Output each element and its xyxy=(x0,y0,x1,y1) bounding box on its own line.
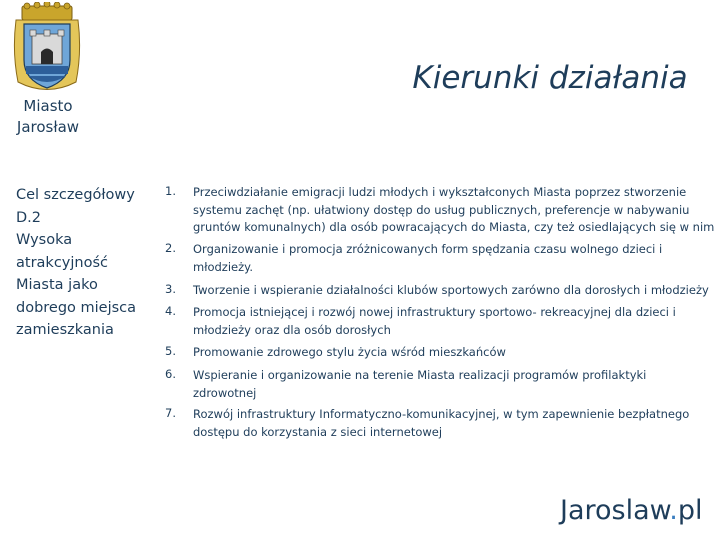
list-item-number: 1. xyxy=(165,184,176,198)
list-item-line: gruntów komunalnych) dla osób powracających do Miasta, czy też osiedlających się w nim xyxy=(193,220,715,234)
goal-line: dobrego miejsca xyxy=(16,299,137,316)
brand-tld: pl xyxy=(677,495,703,526)
list-item-line: Promowanie zdrowego stylu życia wśród mieszkańców xyxy=(193,345,506,359)
goal-line: Miasta jako xyxy=(16,277,98,293)
list-item-text xyxy=(193,184,713,237)
list-item-line: systemu zachęt (np. ułatwiony dostęp do usług publicznych, preferencje w nabywaniu xyxy=(193,202,690,217)
list-item-text xyxy=(193,344,713,362)
list-item-line: zdrowotnej xyxy=(193,385,257,400)
list-item-text xyxy=(193,406,713,441)
list-item-number: 4. xyxy=(165,304,176,318)
list-item-number: 6. xyxy=(165,367,176,381)
goal-line: zamieszkania xyxy=(16,322,114,338)
list-item-number: 5. xyxy=(165,344,176,358)
list-item-text xyxy=(193,282,713,300)
goal-line: Cel szczegółowy xyxy=(16,187,135,203)
city-name-line2: Jarosław xyxy=(16,118,80,136)
goal-description xyxy=(16,184,144,342)
list-item-text xyxy=(193,241,713,276)
list-item-line: Organizowanie i promocja zróżnicowanych form spędzania czasu wolnego dzieci i xyxy=(193,242,663,256)
list-item-text xyxy=(193,367,713,402)
list-item-line: Przeciwdziałanie emigracji ludzi młodych i wykształconych Miasta poprzez stworzenie xyxy=(193,185,687,199)
list-item-line: Tworzenie i wspieranie działalności klubów sportowych zarówno dla dorosłych i młodzieży xyxy=(193,283,709,297)
city-name-line1: Miasto xyxy=(23,97,73,115)
list-item-line: Wspieranie i organizowanie na terenie Miasta realizacji programów profilaktyki xyxy=(193,368,647,382)
brand-logo-text xyxy=(560,495,703,526)
coat-of-arms-logo xyxy=(12,2,82,94)
list-item-line: Promocja istniejącej i rozwój nowej infrastruktury sportowo- rekreacyjnej dla dzieci i xyxy=(193,305,676,319)
brand-main: Jaroslaw xyxy=(560,495,670,526)
list-item-number: 3. xyxy=(165,282,176,296)
list-item-line: Rozwój infrastruktury Informatyczno-komunikacyjnej, w tym zapewnienie bezpłatnego xyxy=(193,407,690,421)
list-item-line: młodzieży oraz dla osób dorosłych xyxy=(193,322,391,337)
list-item-line: młodzieży. xyxy=(193,259,253,274)
page-title: Kierunki działania xyxy=(412,60,688,96)
goal-line: atrakcyjność xyxy=(16,254,108,271)
goal-line: D.2 xyxy=(16,209,41,226)
list-item-number: 2. xyxy=(165,241,176,255)
list-item-text xyxy=(193,304,713,339)
brand-dot: . xyxy=(669,495,678,526)
list-item-number: 7. xyxy=(165,406,176,420)
list-item-line: dostępu do korzystania z sieci internetowej xyxy=(193,424,443,439)
goal-line: Wysoka xyxy=(16,232,73,248)
city-name xyxy=(0,96,96,138)
